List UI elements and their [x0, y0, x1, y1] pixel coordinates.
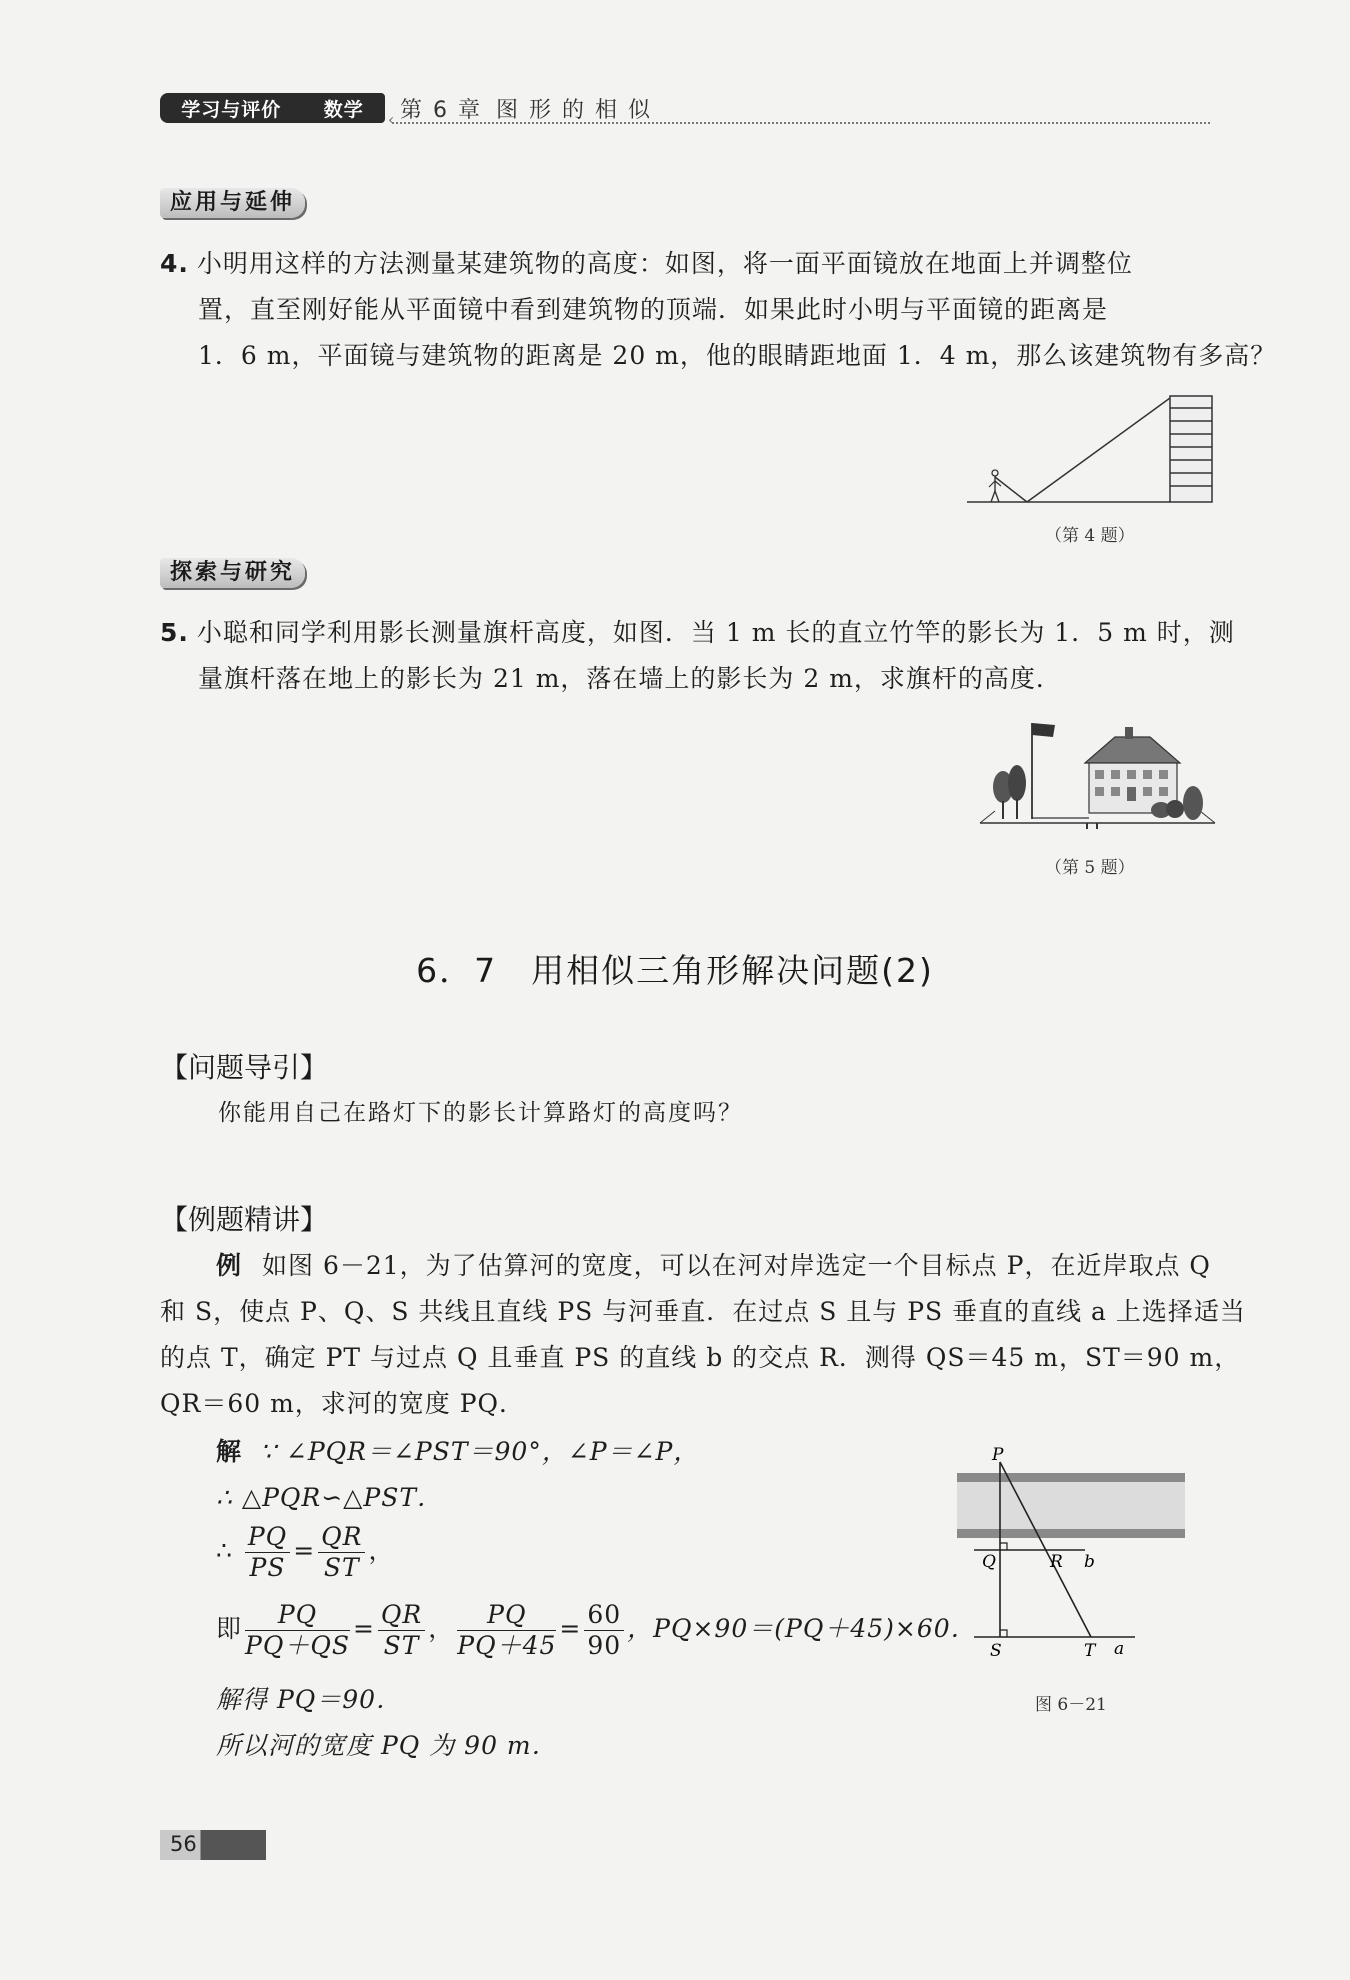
- solution-step-5: 解得 PQ＝90．: [216, 1685, 403, 1714]
- example-line-1-text: 如图 6－21，为了估算河的宽度，可以在河对岸选定一个目标点 P，在近岸取点 Q: [262, 1251, 1211, 1280]
- caption-figure-6-21: 图 6－21: [1035, 1695, 1107, 1715]
- river-area: [957, 1478, 1185, 1533]
- frac-denominator: ST: [323, 1553, 360, 1582]
- example-heading: 【例题精讲】: [160, 1203, 329, 1236]
- solution-step-4: 即 $\frac{PQ}{PQ+QS}$ = $\frac{QR}{ST}$ ， $\frac{PQ}{PQ+45}$ = $\frac{60}{90}$ ，PQ×90＝(PQ＋45)×60．: [216, 1600, 977, 1660]
- far-bank: [957, 1473, 1185, 1482]
- fraction-qr-st-2: [378, 1600, 425, 1661]
- step-4-prefix: 即: [216, 1614, 243, 1643]
- question-4-line-3: 1．6 m，平面镜与建筑物的距离是 20 m，他的眼睛距地面 1．4 m，那么该建筑物有多高？: [198, 341, 1277, 370]
- frac-denominator: ST: [383, 1631, 420, 1660]
- label-p: P: [992, 1445, 1004, 1465]
- right-angle-q: [1000, 1543, 1007, 1550]
- step-4-suffix: ，PQ×90＝(PQ＋45)×60．: [627, 1614, 977, 1643]
- near-bank: [957, 1529, 1185, 1538]
- question-5-line-1: 小聪和同学利用影长测量旗杆高度，如图．当 1 m 长的直立竹竿的影长为 1．5 m 时，测: [196, 618, 1235, 647]
- header-badge-subject: 数学: [323, 98, 364, 121]
- tree-icon: [993, 765, 1026, 819]
- label-s: S: [990, 1641, 1002, 1661]
- house-icon: [1085, 727, 1180, 813]
- solution-step-1: [216, 1432, 699, 1468]
- example-line-2: 和 S，使点 P、Q、S 共线且直线 PS 与河垂直．在过点 S 且与 PS 垂直的直线 a 上选择适当: [160, 1297, 1246, 1326]
- chapter-title: 图 形 的 相 似: [495, 98, 652, 123]
- header-badge-book: 学习与评价: [181, 98, 282, 121]
- frac-numerator: PQ: [245, 1522, 290, 1553]
- frac-denominator: 90: [587, 1631, 622, 1660]
- frac-denominator: PQ＋45: [457, 1631, 557, 1660]
- fraction-pq-ps: [245, 1522, 290, 1583]
- header-chapter: [400, 93, 652, 124]
- q4-building-icon: [1170, 396, 1212, 502]
- frac-numerator: 60: [584, 1600, 624, 1631]
- example-line-3: 的点 T，确定 PT 与过点 Q 且垂直 PS 的直线 b 的交点 R．测得 QS＝45 m，ST＝90 m，: [160, 1343, 1241, 1372]
- step-3-prefix: ∴: [216, 1536, 233, 1565]
- fraction-pq-pqqs: [245, 1600, 350, 1661]
- right-angle-s: [1000, 1630, 1007, 1637]
- solution-step-6: 所以河的宽度 PQ 为 90 m．: [216, 1731, 558, 1760]
- guide-heading: 【问题导引】: [160, 1051, 329, 1084]
- frac-numerator: QR: [378, 1600, 425, 1631]
- question-4-line-2: 置，直至刚好能从平面镜中看到建筑物的顶端．如果此时小明与平面镜的距离是: [198, 295, 1109, 324]
- question-4-number: 4.: [160, 249, 189, 278]
- frac-denominator: PQ＋QS: [245, 1631, 350, 1660]
- label-t: T: [1084, 1641, 1096, 1661]
- header-rule: [392, 122, 1210, 124]
- header-badge: [160, 93, 385, 123]
- frac-numerator: PQ: [245, 1600, 350, 1631]
- guide-text: 你能用自己在路灯下的影长计算路灯的高度吗？: [218, 1100, 743, 1126]
- solution-step-2: ∴ △PQR∽△PST．: [216, 1483, 444, 1512]
- question-5-line-2: 量旗杆落在地上的影长为 21 m，落在墙上的影长为 2 m，求旗杆的高度．: [198, 664, 1062, 693]
- fraction-60-90: [584, 1600, 624, 1661]
- figure-q4-mirror: [965, 390, 1215, 510]
- question-4-line-1: 小明用这样的方法测量某建筑物的高度：如图，将一面平面镜放在地面上并调整位: [196, 249, 1133, 278]
- page-number: 56: [170, 1832, 197, 1856]
- chapter-number: 第 6 章: [400, 98, 482, 123]
- label-r: R: [1050, 1552, 1063, 1572]
- caption-q5: （第 5 题）: [1045, 858, 1135, 878]
- example-label: 例: [216, 1251, 243, 1280]
- label-q: Q: [982, 1552, 996, 1572]
- solution-step-1-text: ∵ ∠PQR＝∠PST＝90°，∠P＝∠P，: [260, 1437, 700, 1466]
- solution-step-3: ∴ $\frac{PQ}{PS}$ = $\frac{QR}{ST}$ ，: [216, 1522, 395, 1582]
- caption-q4: （第 4 题）: [1045, 526, 1135, 546]
- fraction-pq-pq45: [457, 1600, 556, 1661]
- flagpole-icon: [1032, 723, 1055, 819]
- figure-6-21-river: [950, 1445, 1190, 1670]
- step-3-suffix: ，: [368, 1536, 395, 1565]
- lesson-number: 6．7: [416, 951, 498, 990]
- q4-reflected-ray: [1027, 398, 1170, 502]
- example-line-4: QR＝60 m，求河的宽度 PQ．: [160, 1389, 526, 1418]
- section-badge-application: 应用与延伸: [160, 188, 305, 218]
- fraction-qr-st: [318, 1522, 365, 1583]
- q4-incident-ray: [995, 477, 1027, 502]
- question-5-number: 5.: [160, 618, 189, 647]
- frac-denominator: PS: [249, 1553, 286, 1582]
- page-number-bar: [160, 1830, 266, 1860]
- header-arrow-icon: ‹: [388, 110, 395, 129]
- figure-q5-flagpole: [975, 715, 1220, 835]
- label-a: a: [1114, 1639, 1125, 1659]
- lesson-name: 用相似三角形解决问题(2): [531, 951, 934, 990]
- question-5: [160, 610, 1235, 702]
- label-b: b: [1084, 1552, 1095, 1572]
- frac-numerator: PQ: [457, 1600, 556, 1631]
- solution-label: 解: [216, 1437, 243, 1466]
- frac-numerator: QR: [318, 1522, 365, 1553]
- section-badge-exploration: 探索与研究: [160, 558, 305, 588]
- q4-person-icon: [989, 470, 1001, 502]
- question-4: [160, 241, 1276, 379]
- example-line-1: [216, 1246, 1211, 1282]
- lesson-title: [0, 945, 1350, 992]
